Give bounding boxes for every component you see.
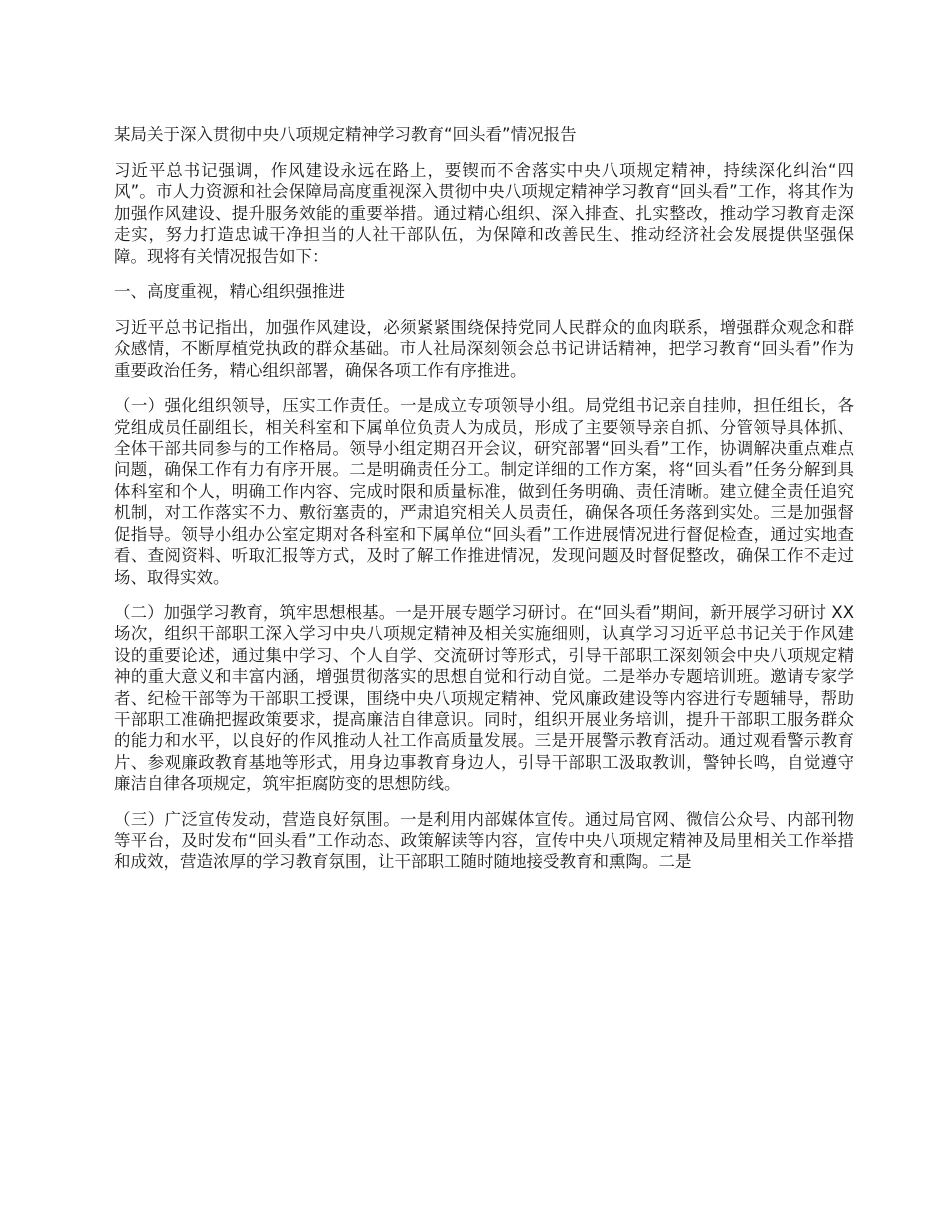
- section-intro-paragraph: 习近平总书记指出，加强作风建设，必须紧紧围绕保持党同人民群众的血肉联系，增强群众观念和群众感情，不断厚植党执政的群众基础。市人社局深刻领会总书记讲话精神，把学习教育“回头看”作为重要政治任务，精心组织部署，确保各项工作有序推进。: [114, 318, 854, 380]
- body-paragraph-1: （一）强化组织领导，压实工作责任。一是成立专项领导小组。局党组书记亲自挂帅，担任组长，各党组成员任副组长，相关科室和下属单位负责人为成员，形成了主要领导亲自抓、分管领导具体抓、全体干部共同参与的工作格局。领导小组定期召开会议，研究部署“回头看”工作，协调解决重点难点问题，确保工作有力有序开展。二是明确责任分工。制定详细的工作方案，将“回头看”任务分解到具体科室和个人，明确工作内容、完成时限和质量标准，做到任务明确、责任清晰。建立健全责任追究机制，对工作落实不力、敷衍塞责的，严肃追究相关人员责任，确保各项任务落到实处。三是加强督促指导。领导小组办公室定期对各科室和下属单位“回头看”工作进展情况进行督促检查，通过实地查看、查阅资料、听取汇报等方式，及时了解工作推进情况，发现问题及时督促整改，确保工作不走过场、取得实效。: [114, 396, 854, 587]
- intro-paragraph: 习近平总书记强调，作风建设永远在路上，要锲而不舍落实中央八项规定精神，持续深化纠治“四风”。市人力资源和社会保障局高度重视深入贯彻中央八项规定精神学习教育“回头看”工作，将其作为加强作风建设、提升服务效能的重要举措。通过精心组织、深入排查、扎实整改，推动学习教育走深走实，努力打造忠诚干净担当的人社干部队伍，为保障和改善民生、推动经济社会发展提供坚强保障。现将有关情况报告如下：: [114, 161, 854, 266]
- body-paragraph-3: （三）广泛宣传发动，营造良好氛围。一是利用内部媒体宣传。通过局官网、微信公众号、内部刊物等平台，及时发布“回头看”工作动态、政策解读等内容，宣传中央八项规定精神及局里相关工作举措和成效，营造浓厚的学习教育氛围，让干部职工随时随地接受教育和熏陶。二是: [114, 809, 854, 872]
- section-heading: 一、高度重视，精心组织强推进: [114, 282, 345, 302]
- document-page: [114, 124, 854, 887]
- document-title: 某局关于深入贯彻中央八项规定精神学习教育“回头看”情况报告: [114, 125, 577, 144]
- body-paragraph-2: （二）加强学习教育，筑牢思想根基。一是开展专题学习研讨。在“回头看”期间，新开展学习研讨 XX 场次，组织干部职工深入学习中央八项规定精神及相关实施细则，认真学习习近平总书记关于作风建设的重要论述，通过集中学习、个人自学、交流研讨等形式，引导干部职工深刻领会中央八项规定精神的重大意义和丰富内涵，增强贯彻落实的思想自觉和行动自觉。二是举办专题培训班。邀请专家学者、纪检干部等为干部职工授课，围绕中央八项规定精神、党风廉政建设等内容进行专题辅导，帮助干部职工准确把握政策要求，提高廉洁自律意识。同时，组织开展业务培训，提升干部职工服务群众的能力和水平，以良好的作风推动人社工作高质量发展。三是开展警示教育活动。通过观看警示教育片、参观廉政教育基地等形式，用身边事教育身边人，引导干部职工汲取教训，警钟长鸣，自觉遵守廉洁自律各项规定，筑牢拒腐防变的思想防线。: [114, 602, 854, 794]
